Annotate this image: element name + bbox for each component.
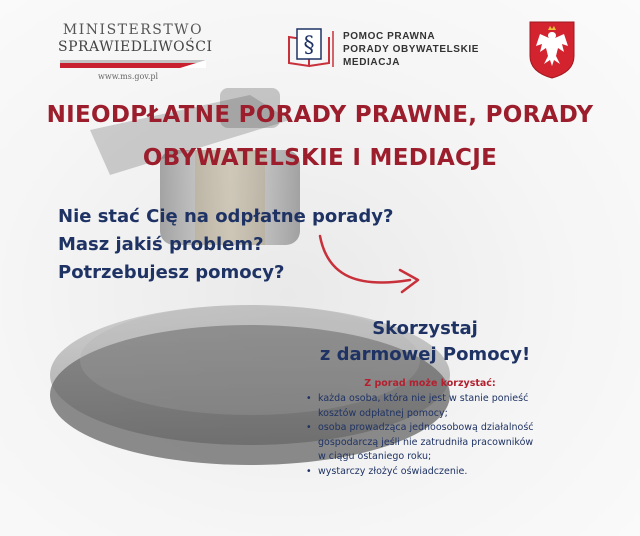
eligibility-list xyxy=(300,392,540,479)
eligibility-title: Z porad może korzystać: xyxy=(364,378,496,389)
list-item: • osoba prowadząca jednoosobową działalność gospodarczą jeśli nie zatrudniła pracowników w ciągu ostaniego roku; xyxy=(300,421,540,465)
program-logo xyxy=(285,25,485,70)
list-item: • każda osoba, która nie jest w stanie ponieść kosztów odpłatnej pomocy; xyxy=(300,392,540,421)
program-line-3: MEDIACJA xyxy=(343,57,401,68)
svg-text:§: § xyxy=(303,33,315,58)
curved-arrow-icon xyxy=(300,228,440,318)
ministry-url: www.ms.gov.pl xyxy=(98,72,159,81)
flag-stripe-icon xyxy=(60,60,206,68)
cta-line2: z darmowej Pomocy! xyxy=(319,344,531,365)
list-item: • wystarczy złożyć oświadczenie. xyxy=(300,465,540,480)
question-2: Masz jakiś problem? xyxy=(58,234,264,255)
ministry-name-line1: MINISTERSTWO xyxy=(62,22,204,38)
ministry-name-line2: SPRAWIEDLIWOŚCI xyxy=(58,39,213,55)
page-title-line1: NIEODPŁATNE PORADY PRAWNE, PORADY xyxy=(46,102,594,128)
program-line-2: PORADY OBYWATELSKIE xyxy=(343,44,480,55)
program-line-1: POMOC PRAWNA xyxy=(343,31,436,42)
question-1: Nie stać Cię na odpłatne porady? xyxy=(58,206,394,227)
cta-line1: Skorzystaj xyxy=(372,318,478,339)
page-title-line2: OBYWATELSKIE I MEDIACJE xyxy=(142,145,498,171)
white-eagle-crest-icon xyxy=(528,20,576,80)
section-sign-book-icon xyxy=(285,25,337,70)
program-name xyxy=(343,30,479,69)
question-3: Potrzebujesz pomocy? xyxy=(58,262,285,283)
